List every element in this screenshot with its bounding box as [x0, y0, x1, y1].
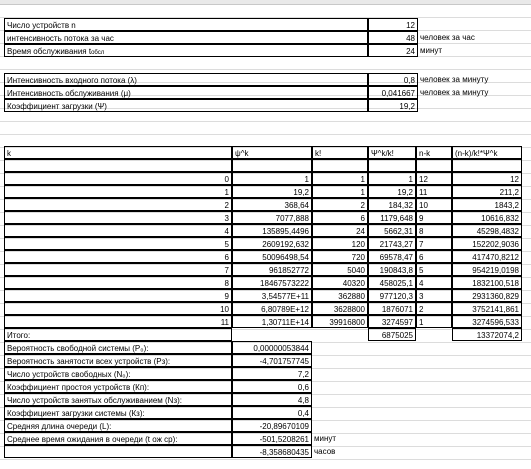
- table-cell[interactable]: 8: [416, 224, 452, 237]
- table-header-4[interactable]: n-k: [416, 146, 452, 159]
- grid-line: [0, 69, 531, 70]
- rate-unit[interactable]: человек за минуту: [420, 88, 489, 97]
- table-cell[interactable]: 7077,888: [232, 211, 312, 224]
- table-cell[interactable]: 45298,4832: [452, 224, 522, 237]
- table-cell[interactable]: 1: [368, 172, 416, 185]
- param-value[interactable]: 48: [368, 31, 418, 44]
- table-spacer-cell[interactable]: [416, 159, 452, 172]
- table-cell[interactable]: 9: [4, 289, 232, 302]
- table-header-1[interactable]: ψ^k: [232, 146, 312, 159]
- table-cell[interactable]: 7: [416, 237, 452, 250]
- table-cell[interactable]: 362880: [312, 289, 368, 302]
- table-cell[interactable]: 184,32: [368, 198, 416, 211]
- param-unit[interactable]: минут: [420, 46, 443, 55]
- table-cell[interactable]: 1843,2: [452, 198, 522, 211]
- result-label[interactable]: Коэффициент загрузки системы (Кз):: [4, 406, 232, 419]
- table-cell[interactable]: 1: [312, 185, 368, 198]
- table-cell[interactable]: 18467573222: [232, 276, 312, 289]
- result-value[interactable]: -8,358680435: [232, 445, 312, 458]
- result-label[interactable]: Вероятность свободной системы (P₀):: [4, 341, 232, 354]
- table-cell[interactable]: 190843,8: [368, 263, 416, 276]
- table-cell[interactable]: 6,80789E+12: [232, 302, 312, 315]
- table-cell[interactable]: 5662,31: [368, 224, 416, 237]
- rate-label[interactable]: Коэффициент загрузки (Ψ): [4, 99, 368, 112]
- result-label[interactable]: Коэффициент простоя устройств (Кп):: [4, 380, 232, 393]
- table-cell[interactable]: 961852772: [232, 263, 312, 276]
- table-cell[interactable]: 152202,9036: [452, 237, 522, 250]
- table-cell[interactable]: 6: [4, 250, 232, 263]
- result-value[interactable]: 7,2: [232, 367, 312, 380]
- param-label[interactable]: Число устройств n: [4, 18, 368, 31]
- table-cell[interactable]: 0: [4, 172, 232, 185]
- rate-value[interactable]: 0,8: [368, 73, 418, 86]
- table-header-3[interactable]: Ψ^k/k!: [368, 146, 416, 159]
- table-cell[interactable]: 1,30711E+14: [232, 315, 312, 328]
- table-cell[interactable]: 1: [416, 315, 452, 328]
- table-cell[interactable]: 135895,4496: [232, 224, 312, 237]
- table-cell[interactable]: 2: [312, 198, 368, 211]
- param-unit[interactable]: человек за час: [420, 33, 475, 42]
- column-header-strip: [0, 0, 531, 5]
- param-label[interactable]: интенсивность потока за час: [4, 31, 368, 44]
- result-label[interactable]: Средняя длина очереди (L):: [4, 419, 232, 432]
- table-cell[interactable]: 3752141,861: [452, 302, 522, 315]
- table-cell[interactable]: 50096498,54: [232, 250, 312, 263]
- table-cell[interactable]: 120: [312, 237, 368, 250]
- table-cell[interactable]: 5: [4, 237, 232, 250]
- table-cell[interactable]: 19,2: [232, 185, 312, 198]
- table-cell[interactable]: 24: [312, 224, 368, 237]
- table-cell[interactable]: 977120,3: [368, 289, 416, 302]
- table-header-5[interactable]: (n-k)/k!*Ψ^k: [452, 146, 522, 159]
- table-spacer-cell[interactable]: [368, 159, 416, 172]
- param-value[interactable]: 24: [368, 44, 418, 57]
- table-cell[interactable]: 720: [312, 250, 368, 263]
- table-cell[interactable]: 1876071: [368, 302, 416, 315]
- table-cell[interactable]: 3,54577E+11: [232, 289, 312, 302]
- table-cell[interactable]: 3628800: [312, 302, 368, 315]
- table-spacer-cell[interactable]: [232, 159, 312, 172]
- table-cell[interactable]: 8: [4, 276, 232, 289]
- table-cell[interactable]: 69578,47: [368, 250, 416, 263]
- table-cell[interactable]: 7: [4, 263, 232, 276]
- table-cell[interactable]: 12: [452, 172, 522, 185]
- result-label[interactable]: Число устройств занятых обслуживанием (Nз):: [4, 393, 232, 406]
- result-value[interactable]: 0,00000053844: [232, 341, 312, 354]
- result-value[interactable]: 4,8: [232, 393, 312, 406]
- table-cell[interactable]: 5: [416, 263, 452, 276]
- table-cell[interactable]: 2: [416, 302, 452, 315]
- result-label[interactable]: Вероятность занятости всех устройств (Pз):: [4, 354, 232, 367]
- result-value[interactable]: 0,6: [232, 380, 312, 393]
- result-unit[interactable]: минут: [314, 434, 337, 443]
- param-value[interactable]: 12: [368, 18, 418, 31]
- table-cell[interactable]: 11: [4, 315, 232, 328]
- total-ratio[interactable]: 6875025: [368, 328, 416, 341]
- grid-line: [0, 459, 531, 460]
- table-header-2[interactable]: k!: [312, 146, 368, 159]
- table-spacer-cell[interactable]: [452, 159, 522, 172]
- rate-unit[interactable]: человек за минуту: [420, 75, 489, 84]
- table-cell[interactable]: 10: [4, 302, 232, 315]
- total-label[interactable]: Итого:: [4, 328, 232, 341]
- table-cell[interactable]: 2: [4, 198, 232, 211]
- table-cell[interactable]: 6: [312, 211, 368, 224]
- total-last[interactable]: 13372074,2: [452, 328, 522, 341]
- table-cell[interactable]: 3: [4, 211, 232, 224]
- table-cell[interactable]: 4: [416, 276, 452, 289]
- table-cell[interactable]: 4: [4, 224, 232, 237]
- table-cell[interactable]: 11: [416, 185, 452, 198]
- table-cell[interactable]: 10: [416, 198, 452, 211]
- result-value[interactable]: -4,701757745: [232, 354, 312, 367]
- result-label[interactable]: Число устройств свободных (N₀):: [4, 367, 232, 380]
- table-cell[interactable]: 417470,8212: [452, 250, 522, 263]
- result-label[interactable]: Среднее время ожидания в очереди (t ож ср):: [4, 432, 232, 445]
- table-cell[interactable]: 2931360,829: [452, 289, 522, 302]
- table-cell[interactable]: 3274597: [368, 315, 416, 328]
- table-header-0[interactable]: k: [4, 146, 232, 159]
- table-cell[interactable]: 12: [416, 172, 452, 185]
- rate-label[interactable]: Интенсивность обслуживания (μ): [4, 86, 368, 99]
- table-cell[interactable]: 39916800: [312, 315, 368, 328]
- table-spacer-cell[interactable]: [312, 159, 368, 172]
- grid-line: [0, 134, 531, 135]
- result-label[interactable]: [4, 445, 232, 458]
- table-cell[interactable]: 10616,832: [452, 211, 522, 224]
- table-cell[interactable]: 5040: [312, 263, 368, 276]
- rate-value[interactable]: 19,2: [368, 99, 418, 112]
- table-cell[interactable]: 19,2: [368, 185, 416, 198]
- rate-value[interactable]: 0,041667: [368, 86, 418, 99]
- grid-line: [0, 121, 531, 122]
- table-cell[interactable]: 1832100,518: [452, 276, 522, 289]
- result-value[interactable]: -501,5208261: [232, 432, 312, 445]
- table-cell[interactable]: 211,2: [452, 185, 522, 198]
- table-cell[interactable]: 1179,648: [368, 211, 416, 224]
- table-cell[interactable]: 6: [416, 250, 452, 263]
- table-cell[interactable]: 458025,1: [368, 276, 416, 289]
- table-cell[interactable]: 1: [4, 185, 232, 198]
- table-cell[interactable]: 1: [312, 172, 368, 185]
- table-cell[interactable]: 3274596,533: [452, 315, 522, 328]
- result-value[interactable]: 0,4: [232, 406, 312, 419]
- table-cell[interactable]: 40320: [312, 276, 368, 289]
- table-cell[interactable]: 368,64: [232, 198, 312, 211]
- table-cell[interactable]: 2609192,632: [232, 237, 312, 250]
- param-label[interactable]: Время обслуживания tобсл: [4, 44, 368, 57]
- param-label-subscript: обсл: [91, 50, 105, 56]
- rate-label[interactable]: Интенсивность входного потока (λ): [4, 73, 368, 86]
- result-unit[interactable]: часов: [314, 447, 336, 456]
- table-cell[interactable]: 1: [232, 172, 312, 185]
- table-cell[interactable]: 3: [416, 289, 452, 302]
- result-value[interactable]: -20,89670109: [232, 419, 312, 432]
- table-cell[interactable]: 9: [416, 211, 452, 224]
- table-cell[interactable]: 21743,27: [368, 237, 416, 250]
- table-cell[interactable]: 954219,0198: [452, 263, 522, 276]
- table-spacer-cell[interactable]: [4, 159, 232, 172]
